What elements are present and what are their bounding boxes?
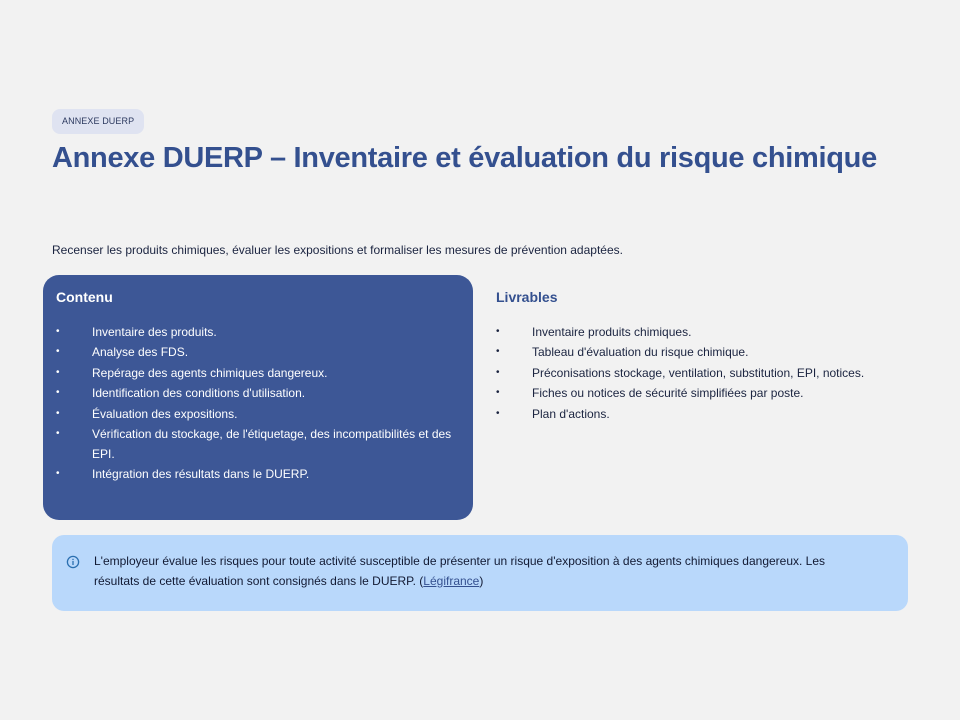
bullet-icon: • xyxy=(56,326,60,337)
bullet-icon: • xyxy=(496,346,500,358)
bullet-icon: • xyxy=(56,407,60,419)
contenu-item xyxy=(56,404,460,424)
legifrance-link[interactable]: Légifrance xyxy=(423,574,480,588)
livrables-item-text: Inventaire produits chimiques. xyxy=(532,325,692,339)
livrables-title: Livrables xyxy=(496,289,558,305)
livrables-item-text: Préconisations stockage, ventilation, substitution, EPI, notices. xyxy=(532,365,865,380)
info-icon xyxy=(66,555,80,569)
bullet-icon: • xyxy=(56,346,60,358)
contenu-card xyxy=(43,275,473,520)
contenu-item xyxy=(56,424,460,464)
contenu-item-text: Identification des conditions d'utilisation. xyxy=(92,386,306,401)
contenu-item xyxy=(56,383,460,403)
legal-notice xyxy=(52,535,908,611)
livrables-item xyxy=(496,404,900,424)
bullet-icon: • xyxy=(496,326,500,337)
livrables-item xyxy=(496,363,900,383)
contenu-title: Contenu xyxy=(56,289,113,305)
contenu-item-text: Repérage des agents chimiques dangereux. xyxy=(92,365,328,380)
livrables-card xyxy=(483,275,913,520)
bullet-icon: • xyxy=(496,366,500,378)
page-intro: Recenser les produits chimiques, évaluer les expositions et formaliser les mesures de prévention adaptées. xyxy=(52,243,623,257)
contenu-item-text: Vérification du stockage, de l'étiquetage, des incompatibilités et des EPI. xyxy=(92,426,452,461)
contenu-item xyxy=(56,464,460,484)
section-badge: ANNEXE DUERP xyxy=(52,109,144,134)
livrables-item xyxy=(496,342,900,362)
livrables-item xyxy=(496,322,900,342)
bullet-icon: • xyxy=(56,427,60,439)
livrables-item-text: Tableau d'évaluation du risque chimique. xyxy=(532,345,749,360)
contenu-item-text: Évaluation des expositions. xyxy=(92,406,238,421)
contenu-item xyxy=(56,363,460,383)
contenu-item xyxy=(56,322,460,342)
contenu-item xyxy=(56,342,460,362)
bullet-icon: • xyxy=(496,387,500,399)
bullet-icon: • xyxy=(56,468,60,480)
livrables-item-text: Fiches ou notices de sécurité simplifiées par poste. xyxy=(532,386,804,401)
bullet-icon: • xyxy=(56,387,60,399)
bullet-icon: • xyxy=(56,366,60,378)
livrables-list xyxy=(496,322,900,424)
bullet-icon: • xyxy=(496,407,500,419)
notice-body: L'employeur évalue les risques pour toute activité susceptible de présenter un risque d'exposition à des agents chimiques dangereux. Les résultats de cette évaluation sont consignés dans le DUERP. ( xyxy=(94,554,826,588)
contenu-item-text: Intégration des résultats dans le DUERP. xyxy=(92,467,310,482)
page-title: Annexe DUERP – Inventaire et évaluation du risque chimique xyxy=(52,142,877,174)
notice-end: ) xyxy=(479,574,484,588)
livrables-item-text: Plan d'actions. xyxy=(532,406,610,421)
contenu-item-text: Inventaire des produits. xyxy=(92,325,217,339)
contenu-list xyxy=(56,322,460,484)
livrables-item xyxy=(496,383,900,403)
notice-text xyxy=(94,551,868,591)
contenu-item-text: Analyse des FDS. xyxy=(92,345,189,360)
